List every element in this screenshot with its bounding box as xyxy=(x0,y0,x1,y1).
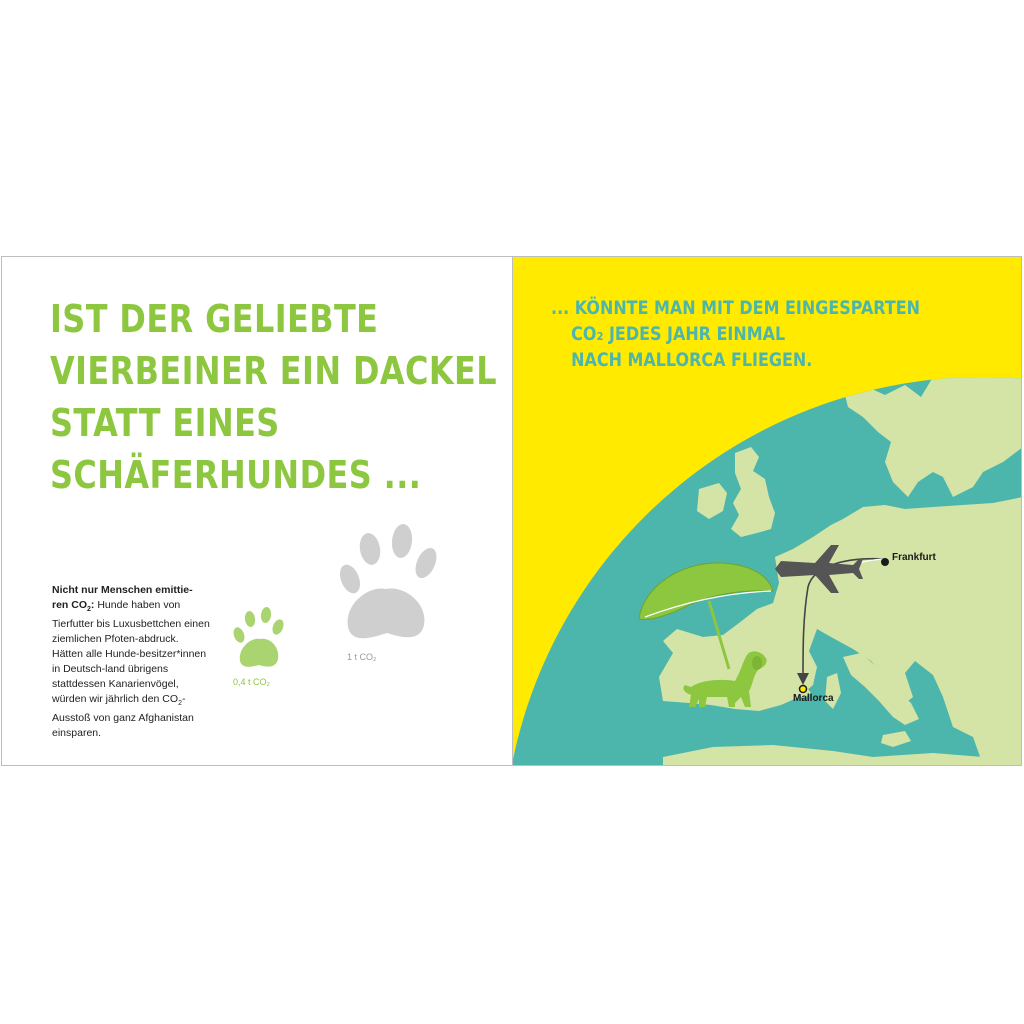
headline-line-2: VIERBEINER EIN DACKEL xyxy=(50,349,498,393)
small-paw-label: 0,4 t CO₂ xyxy=(233,677,271,687)
mallorca-dot xyxy=(800,686,807,693)
body-text-part-1: Hunde haben von Tierfutter bis Luxusbettchen einen ziemlichen Pfoten-abdruck. Hätten alle Hunde-besitzer*innen in Deutsch-land übrigens stattdessen Kanarienvögel, würden wir jährlich den CO xyxy=(52,599,210,706)
body-text-part-2: -Ausstoß von ganz Afghanistan einsparen. xyxy=(52,693,194,740)
headline-line-4: SCHÄFERHUNDES ... xyxy=(50,453,422,497)
right-page xyxy=(513,257,1022,765)
big-paw-label: 1 t CO₂ xyxy=(347,652,377,662)
body-bold-subscript: 2 xyxy=(87,606,91,614)
left-page xyxy=(2,257,513,765)
book-spread xyxy=(1,256,1022,766)
right-headline-line-2: CO₂ JEDES JAHR EINMAL xyxy=(571,323,786,345)
body-text-subscript: 2 xyxy=(178,700,182,708)
big-paw-icon xyxy=(334,519,442,649)
left-headline xyxy=(50,293,497,501)
frankfurt-dot xyxy=(881,558,889,566)
right-headline-line-1: ... KÖNNTE MAN MIT DEM EINGESPARTEN xyxy=(551,297,921,319)
body-bold-colon: : xyxy=(90,599,95,611)
small-paw-icon xyxy=(230,601,290,673)
body-paragraph xyxy=(52,583,212,741)
headline-line-3: STATT EINES xyxy=(50,401,280,445)
body-bold-part-1: Nicht nur Menschen emittie- xyxy=(52,584,193,596)
frankfurt-label: Frankfurt xyxy=(892,552,936,563)
headline-line-1: IST DER GELIEBTE xyxy=(50,297,379,341)
right-headline-line-3: NACH MALLORCA FLIEGEN. xyxy=(571,349,813,371)
right-headline xyxy=(551,295,920,373)
mallorca-label: Mallorca xyxy=(793,693,834,704)
body-bold-part-2: ren CO xyxy=(52,599,88,611)
